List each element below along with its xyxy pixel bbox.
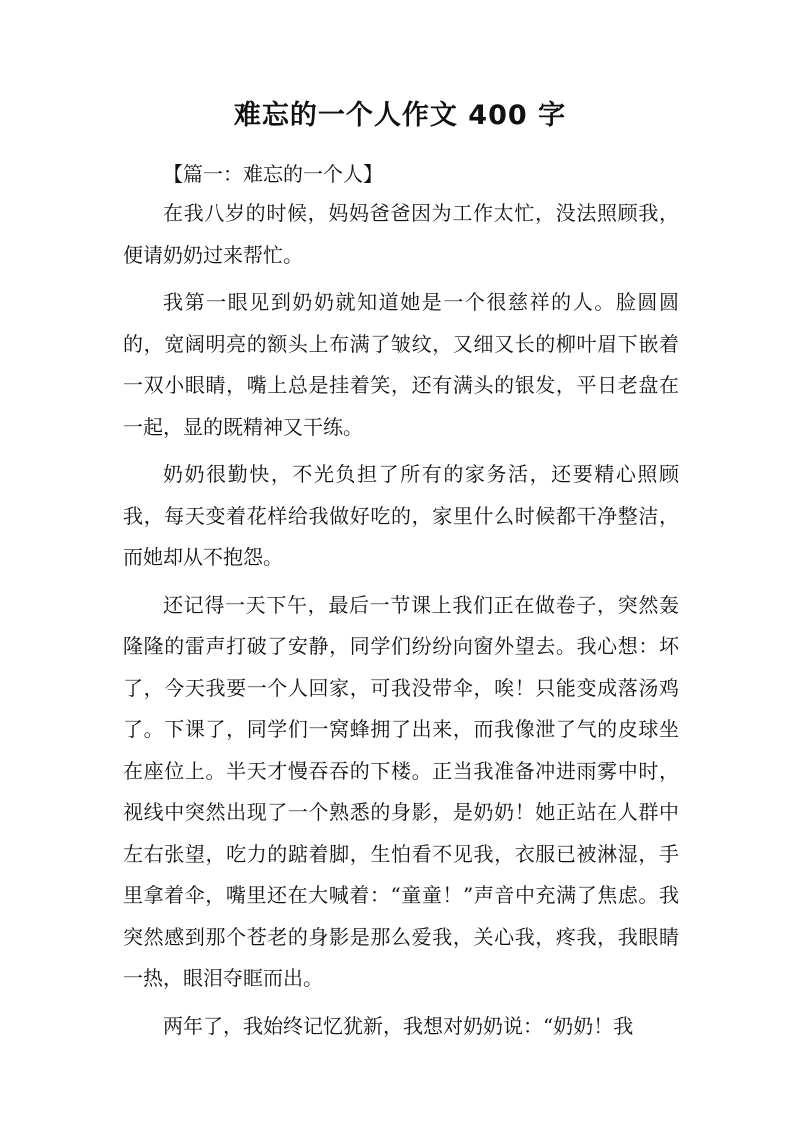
paragraph-2: 我第一眼见到奶奶就知道她是一个很慈祥的人。脸圆圆的，宽阔明亮的额头上布满了皱纹，又细又长的柳叶眉下嵌着一双小眼睛，嘴上总是挂着笑，还有满头的银发，平日老盘在一起，显的既精神又干练。 <box>123 290 679 439</box>
essay-body <box>123 193 679 1053</box>
document-title: 难忘的一个人作文 400 字 <box>233 100 567 131</box>
section-heading: 【篇一：难忘的一个人】 <box>163 162 383 186</box>
paragraph-1: 在我八岁的时候，妈妈爸爸因为工作太忙，没法照顾我，便请奶奶过来帮忙。 <box>123 201 679 267</box>
paragraph-4: 还记得一天下午，最后一节课上我们正在做卷子，突然轰隆隆的雷声打破了安静，同学们纷纷向窗外望去。我心想：坏了，今天我要一个人回家，可我没带伞，唉！只能变成落汤鸡了。下课了，同学们一窝蜂拥了出来，而我像泄了气的皮球坐在座位上。半天才慢吞吞的下楼。正当我准备冲进雨雾中时，视线中突然出现了一个熟悉的身影，是奶奶！她正站在人群中左右张望，吃力的踮着脚，生怕看不见我，衣服已被淋湿，手里拿着伞，嘴里还在大喊着：“童童！”声音中充满了焦虑。我突然感到那个苍老的身影是那么爱我，关心我，疼我，我眼睛一热，眼泪夺眶而出。 <box>123 592 679 990</box>
paragraph-5: 两年了，我始终记忆犹新，我想对奶奶说：“奶奶！我 <box>163 1013 634 1038</box>
paragraph-3: 奶奶很勤快，不光负担了所有的家务活，还要精心照顾我，每天变着花样给我做好吃的，家里什么时候都干净整洁，而她却从不抱怨。 <box>123 462 679 569</box>
